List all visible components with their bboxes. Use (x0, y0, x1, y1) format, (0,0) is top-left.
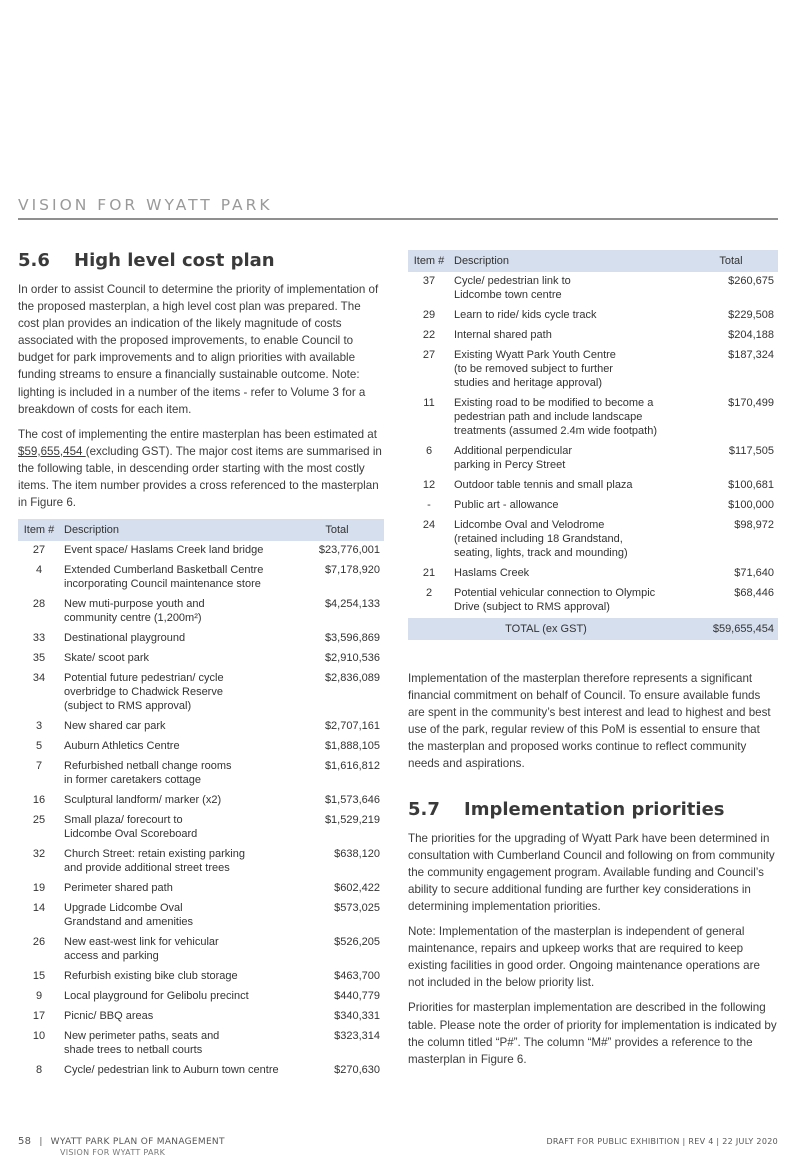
row-description (60, 845, 290, 879)
description-line: Auburn Athletics Centre (64, 740, 180, 753)
row-item-number: 22 (422, 329, 436, 341)
description-line: New shared car park (64, 720, 166, 733)
row-total: $2,707,161 (324, 720, 380, 733)
row-item-number: 5 (35, 740, 43, 753)
table-row (18, 561, 384, 595)
row-description (60, 541, 290, 561)
table-row (408, 306, 778, 326)
row-total: $638,120 (334, 848, 380, 861)
row-total: $229,508 (728, 309, 774, 321)
description-line: Outdoor table tennis and small plaza (454, 479, 633, 491)
table-row (408, 564, 778, 584)
row-total: $7,178,920 (324, 564, 380, 577)
footer-doc-title: WYATT PARK PLAN OF MANAGEMENT (50, 1137, 225, 1147)
table-row (18, 899, 384, 933)
description-line: shade trees to netball courts (64, 1044, 203, 1057)
row-total: $204,188 (728, 329, 774, 341)
description-line: Destinational playground (64, 632, 186, 645)
section-heading-5-7 (408, 799, 778, 820)
table-row (18, 669, 384, 717)
description-line: New east-west link for vehicular (64, 936, 219, 949)
row-description (60, 737, 290, 757)
description-line: Internal shared path (454, 329, 552, 341)
total-label: TOTAL (ex GST) (408, 618, 684, 640)
description-line: incorporating Council maintenance store (64, 578, 261, 591)
row-description (450, 306, 684, 326)
maintenance-note-paragraph: Note: Implementation of the masterplan is independent of general maintenance, repairs and upkeep works that are required to keep existing facilities in good order. Ongoing maintenance operations are not included in the below priority list. (408, 925, 760, 990)
description-line: parking in Percy Street (454, 459, 566, 471)
row-description (60, 967, 290, 987)
row-item-number: 12 (422, 479, 436, 491)
section-heading-5-6 (18, 250, 384, 271)
row-total: $23,776,001 (318, 544, 380, 557)
row-total: $1,616,812 (324, 760, 380, 773)
page-footer (18, 1136, 778, 1157)
table-row (408, 326, 778, 346)
table-row (408, 584, 778, 618)
page-number: 58 (18, 1136, 32, 1147)
table-row (18, 811, 384, 845)
row-item-number: 3 (35, 720, 43, 733)
description-line: Haslams Creek (454, 567, 530, 579)
table-row (18, 967, 384, 987)
description-line: New muti-purpose youth and (64, 598, 205, 611)
page-header-title: VISION FOR WYATT PARK (18, 196, 273, 214)
row-description (450, 326, 684, 346)
row-total: $1,529,219 (324, 814, 380, 827)
table-row (18, 987, 384, 1007)
footer-doc-subtitle: VISION FOR WYATT PARK (60, 1148, 166, 1157)
row-total: $4,254,133 (324, 598, 380, 611)
row-item-number: 10 (32, 1030, 46, 1043)
table-row (408, 442, 778, 476)
row-item-number: 15 (32, 970, 46, 983)
row-description (60, 561, 290, 595)
description-line: community centre (1,200m²) (64, 612, 202, 625)
row-total: $1,888,105 (324, 740, 380, 753)
row-description (450, 346, 684, 394)
row-total: $323,314 (334, 1030, 380, 1043)
row-description (60, 1061, 290, 1081)
description-line: and provide additional street trees (64, 862, 230, 875)
description-line: treatments (assumed 2.4m wide footpath) (454, 425, 657, 437)
table-row (18, 845, 384, 879)
intro-paragraph: In order to assist Council to determine the priority of implementation of the proposed masterplan, a high level cost plan was prepared. The cost plan provides an indication of the likely magnitude of costs associated with the proposed improvements, to enable Council to budget for park improvements and to align priorities with available funding streams to ensure a financially sustainable outcome. Note: lighting is included in a number of the items - refer to Volume 3 for a breakdown of costs for each item. (18, 283, 379, 416)
table-row (408, 516, 778, 564)
description-line: Potential vehicular connection to Olympic (454, 587, 656, 599)
estimate-amount: $59,655,454 (18, 444, 86, 458)
row-item-number: 11 (423, 397, 435, 409)
description-line: Lidcombe Oval and Velodrome (454, 519, 605, 531)
row-item-number: 32 (32, 848, 46, 861)
description-line: Drive (subject to RMS approval) (454, 601, 610, 613)
row-item-number: 34 (32, 672, 46, 685)
right-column (408, 250, 778, 1076)
description-line: Refurbish existing bike club storage (64, 970, 238, 983)
table-header-row (408, 250, 778, 272)
row-total: $260,675 (728, 275, 774, 287)
description-line: Small plaza/ forecourt to (64, 814, 183, 827)
row-total: $526,205 (334, 936, 380, 949)
total-value: $59,655,454 (684, 618, 778, 640)
commitment-paragraph: Implementation of the masterplan therefore represents a significant financial commitment on behalf of Council. To ensure available funds are spent in the community’s best interest and lead to highest and best use of the park, regular review of this PoM is essential to ensure that the masterplan and proposed works continue to reflect community needs and aspirations. (408, 672, 771, 771)
description-line: Existing Wyatt Park Youth Centre (454, 349, 616, 361)
row-description (450, 496, 684, 516)
row-description (60, 757, 290, 791)
description-line: (subject to RMS approval) (64, 700, 192, 713)
footer-status: DRAFT FOR PUBLIC EXHIBITION | REV 4 | 22 JULY 2020 (546, 1137, 778, 1146)
description-line: in former caretakers cottage (64, 774, 201, 787)
row-description (60, 595, 290, 629)
row-item-number: 25 (32, 814, 46, 827)
description-line: Event space/ Haslams Creek land bridge (64, 544, 264, 557)
row-description (60, 791, 290, 811)
estimate-text-cont: (excluding GST). The major cost items are summarised in the following table, in descending order starting with the most costly items. The item number provides a cross referenced to the masterplan in Figure 6. (18, 444, 382, 510)
row-item-number: 6 (425, 445, 433, 457)
row-description (450, 564, 684, 584)
table-row (18, 717, 384, 737)
cost-table-right (408, 250, 778, 640)
description-line: Church Street: retain existing parking (64, 848, 245, 861)
table-row (18, 791, 384, 811)
table-row (408, 394, 778, 442)
description-line: (to be removed subject to further (454, 363, 613, 375)
description-line: pedestrian path and include landscape (454, 411, 643, 423)
estimate-text: The cost of implementing the entire masterplan has been estimated at (18, 427, 377, 441)
header-item: Item # (18, 519, 60, 541)
table-row (408, 346, 778, 394)
row-item-number: 27 (32, 544, 46, 557)
row-total: $68,446 (734, 587, 774, 599)
row-description (60, 879, 290, 899)
row-item-number: - (427, 499, 431, 511)
row-description (60, 1007, 290, 1027)
row-total: $100,681 (728, 479, 774, 491)
description-line: Lidcombe Oval Scoreboard (64, 828, 198, 841)
row-total: $340,331 (334, 1010, 380, 1023)
row-item-number: 8 (35, 1064, 43, 1077)
table-row (18, 629, 384, 649)
row-item-number: 28 (32, 598, 46, 611)
row-item-number: 37 (422, 275, 436, 287)
row-total: $117,505 (728, 445, 774, 457)
row-item-number: 26 (32, 936, 46, 949)
row-total: $2,836,089 (324, 672, 380, 685)
header-divider (18, 218, 778, 220)
header-total: Total (684, 250, 778, 272)
description-line: Sculptural landform/ marker (x2) (64, 794, 222, 807)
row-item-number: 17 (32, 1010, 46, 1023)
table-row (18, 1027, 384, 1061)
table-row (18, 933, 384, 967)
description-line: Skate/ scoot park (64, 652, 149, 665)
row-item-number: 7 (35, 760, 43, 773)
row-total: $440,779 (334, 990, 380, 1003)
description-line: Extended Cumberland Basketball Centre (64, 564, 264, 577)
row-description (60, 649, 290, 669)
row-total: $3,596,869 (324, 632, 380, 645)
section-title: High level cost plan (74, 250, 275, 271)
description-line: Cycle/ pedestrian link to (454, 275, 571, 287)
description-line: Potential future pedestrian/ cycle (64, 672, 224, 685)
description-line: Picnic/ BBQ areas (64, 1010, 154, 1023)
row-description (60, 811, 290, 845)
description-line: studies and heritage approval) (454, 377, 602, 389)
row-item-number: 35 (32, 652, 46, 665)
row-item-number: 27 (422, 349, 436, 361)
table-row (18, 879, 384, 899)
row-description (450, 516, 684, 564)
table-row (18, 1061, 384, 1081)
header-description: Description (450, 250, 684, 272)
row-item-number: 33 (32, 632, 46, 645)
description-line: New perimeter paths, seats and (64, 1030, 220, 1043)
table-header-row (18, 519, 384, 541)
table-row (18, 541, 384, 561)
description-line: (retained including 18 Grandstand, (454, 533, 623, 545)
description-line: Learn to ride/ kids cycle track (454, 309, 597, 321)
row-total: $573,025 (334, 902, 380, 915)
header-description: Description (60, 519, 290, 541)
table-row (18, 649, 384, 669)
description-line: overbridge to Chadwick Reserve (64, 686, 223, 699)
row-description (450, 442, 684, 476)
row-item-number: 24 (422, 519, 436, 531)
row-total: $100,000 (728, 499, 774, 511)
table-row (18, 595, 384, 629)
row-item-number: 4 (35, 564, 43, 577)
description-line: access and parking (64, 950, 159, 963)
row-description (60, 987, 290, 1007)
table-row (408, 272, 778, 306)
row-item-number: 2 (425, 587, 433, 599)
row-description (60, 933, 290, 967)
section-title: Implementation priorities (464, 798, 725, 820)
row-description (60, 717, 290, 737)
description-line: Cycle/ pedestrian link to Auburn town centre (64, 1064, 279, 1077)
row-description (450, 394, 684, 442)
row-total: $463,700 (334, 970, 380, 983)
row-total: $170,499 (728, 397, 774, 409)
description-line: seating, lights, track and mounding) (454, 547, 628, 559)
header-total: Total (290, 519, 384, 541)
table-row (18, 757, 384, 791)
row-description (60, 669, 290, 717)
table-row (18, 1007, 384, 1027)
description-line: Lidcombe town centre (454, 289, 562, 301)
row-item-number: 16 (32, 794, 46, 807)
row-total: $270,630 (334, 1064, 380, 1077)
row-total: $71,640 (734, 567, 774, 579)
description-line: Existing road to be modified to become a (454, 397, 654, 409)
row-description (60, 1027, 290, 1061)
cost-table-left (18, 519, 384, 1081)
row-description (60, 899, 290, 933)
description-line: Grandstand and amenities (64, 916, 194, 929)
description-line: Upgrade Lidcombe Oval (64, 902, 183, 915)
table-total-row (408, 618, 778, 640)
table-row (408, 476, 778, 496)
section-number: 5.7 (408, 798, 440, 820)
description-line: Local playground for Gelibolu precinct (64, 990, 249, 1003)
description-line: Refurbished netball change rooms (64, 760, 232, 773)
priority-table-intro-paragraph: Priorities for masterplan implementation are described in the following table. Please note the order of priority for implementation is indicated by the column titled “P#”. The column “M#” provides a reference to the masterplan in Figure 6. (408, 1001, 777, 1066)
row-description (450, 584, 684, 618)
footer-separator: | (39, 1137, 43, 1147)
row-description (60, 629, 290, 649)
row-item-number: 9 (35, 990, 43, 1003)
row-total: $602,422 (334, 882, 380, 895)
row-item-number: 19 (32, 882, 46, 895)
row-description (450, 272, 684, 306)
section-number: 5.6 (18, 250, 50, 271)
table-row (408, 496, 778, 516)
row-total: $2,910,536 (324, 652, 380, 665)
row-total: $1,573,646 (324, 794, 380, 807)
description-line: Additional perpendicular (454, 445, 573, 457)
left-column (18, 250, 384, 1081)
row-item-number: 21 (422, 567, 436, 579)
row-item-number: 14 (32, 902, 46, 915)
table-row (18, 737, 384, 757)
row-total: $98,972 (734, 519, 774, 531)
row-description (450, 476, 684, 496)
header-item: Item # (408, 250, 450, 272)
description-line: Perimeter shared path (64, 882, 173, 895)
row-total: $187,324 (728, 349, 774, 361)
priorities-paragraph: The priorities for the upgrading of Wyatt Park have been determined in consultation with Cumberland Council and following on from community the community engagement program. Available funding and Council’s ability to secure additional funding are further key considerations in determining implementation priorities. (408, 831, 775, 913)
cost-estimate-paragraph (18, 426, 384, 511)
description-line: Public art - allowance (454, 499, 559, 511)
row-item-number: 29 (422, 309, 436, 321)
